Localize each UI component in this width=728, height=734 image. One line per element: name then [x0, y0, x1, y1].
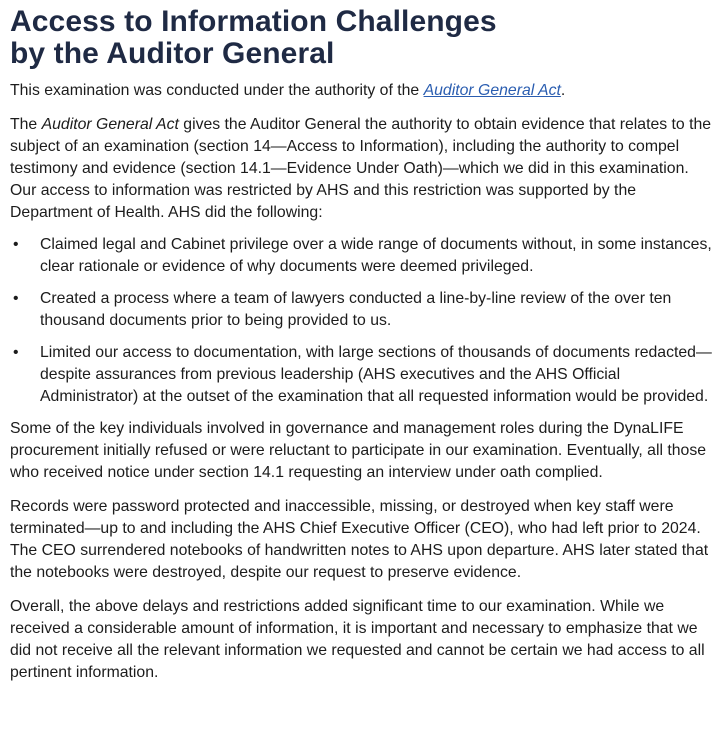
bullet-icon: • [13, 236, 19, 253]
page-title [10, 6, 718, 70]
intro-paragraph [10, 80, 718, 102]
intro-period: . [560, 82, 566, 99]
act-name: Auditor General Act [41, 116, 179, 133]
records-paragraph: Records were password protected and inaccessible, missing, or destroyed when key staff were terminated—up to and including the AHS Chief Executive Officer (CEO), who had left prior to 2024. The CEO surrendered notebooks of handwritten notes to AHS upon departure. AHS later stated that the notebooks were destroyed, despite our request to preserve evidence. [10, 498, 709, 581]
list-item [10, 342, 718, 408]
bullet-icon: • [13, 290, 19, 307]
participation-paragraph: Some of the key individuals involved in governance and management roles during the DynaLIFE procurement initially refused or were reluctant to participate in our examination. Eventually, all those who received notice under section 14.1 requesting an interview under oath complied. [10, 420, 707, 481]
authority-text: gives the Auditor General the authority to obtain evidence that relates to the subject of an examination (section 14—Access to Information), including the authority to compel testimony and evidence (section 14.1—Evidence Under Oath)—which we did in this examination. Our access to information was restricted by AHS and this restriction was supported by the Department of Health. AHS did the following: [10, 116, 712, 221]
list-item [10, 288, 718, 332]
list-item-text: Limited our access to documentation, with large sections of thousands of documents redacted—despite assurances from previous leadership (AHS executives and the AHS Official Administrator) at the outset of the examination that all requested information would be provided. [40, 344, 712, 405]
list-item-text: Created a process where a team of lawyers conducted a line-by-line review of the over ten thousand documents prior to being provided to us. [40, 290, 672, 329]
list-item-text: Claimed legal and Cabinet privilege over a wide range of documents without, in some instances, clear rationale or evidence of why documents were deemed privileged. [40, 236, 712, 275]
list-item [10, 234, 718, 278]
title-line-2: by the Auditor General [10, 37, 335, 70]
authority-pre: The [10, 116, 42, 133]
conclusion-paragraph: Overall, the above delays and restrictions added significant time to our examination. While we received a considerable amount of information, it is important and necessary to emphasize that we did not receive all the relevant information we requested and cannot be certain we had access to all pertinent information. [10, 598, 705, 681]
title-line-1: Access to Information Challenges [10, 5, 497, 38]
authority-paragraph [10, 114, 718, 224]
intro-text: This examination was conducted under the authority of the [10, 82, 424, 99]
auditor-general-act-link[interactable]: Auditor General Act [423, 82, 561, 99]
bullet-icon: • [13, 344, 19, 361]
restrictions-list [10, 234, 718, 408]
